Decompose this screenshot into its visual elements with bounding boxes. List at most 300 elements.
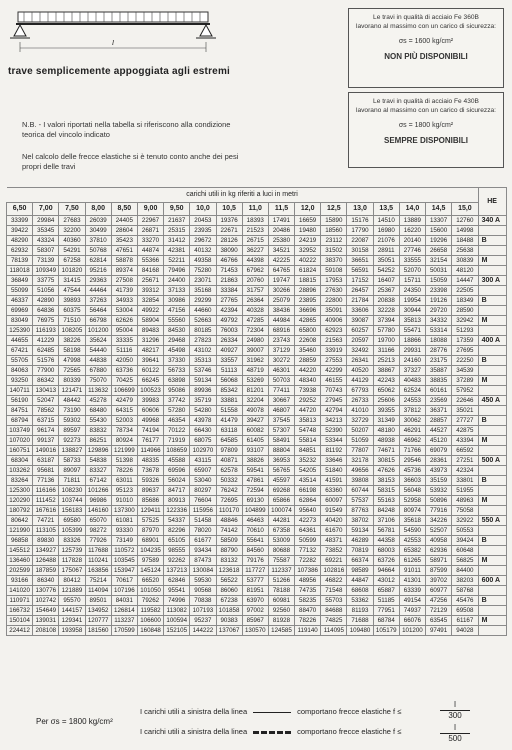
load-cell: 60606 (137, 406, 163, 416)
load-cell: 62814 (85, 256, 111, 266)
load-cell: 34521 (268, 246, 294, 256)
load-cell: 80642 (7, 516, 33, 526)
load-cell: 80297 (190, 486, 216, 496)
load-cell: 68304 (7, 456, 33, 466)
load-cell: 67142 (85, 476, 111, 486)
load-cell: 70610 (242, 526, 268, 536)
load-cell: 63726 (373, 556, 399, 566)
load-cell: 37106 (373, 516, 399, 526)
span-header-cell: 11,0 (242, 203, 268, 216)
load-cell: 44398 (242, 256, 268, 266)
load-cell: 95681 (33, 466, 59, 476)
load-cell: 44874 (137, 246, 163, 256)
load-cell: 45498 (164, 346, 190, 356)
load-cell: 62923 (321, 326, 347, 336)
load-cell: 68003 (373, 546, 399, 556)
he-profile-cell (478, 606, 506, 616)
load-cell: 30815 (373, 456, 399, 466)
he-profile-cell (478, 466, 506, 476)
info-sigma: σs = 1800 kg/cm² (398, 122, 454, 129)
load-cell: 39312 (137, 286, 163, 296)
legend-fraction-500 (440, 723, 470, 743)
he-profile-cell (478, 546, 506, 556)
load-cell: 15059 (426, 276, 452, 286)
he-profile-cell (478, 446, 506, 456)
load-cell: 95004 (111, 326, 137, 336)
load-cell: 19700 (373, 336, 399, 346)
load-cell: 106600 (137, 616, 163, 626)
load-cell: 70425 (111, 376, 137, 386)
load-cell: 47651 (111, 246, 137, 256)
load-cell: 62864 (295, 496, 321, 506)
load-cell: 89374 (111, 266, 137, 276)
load-cell: 55705 (7, 356, 33, 366)
load-cell: 81928 (268, 616, 294, 626)
load-cell: 74735 (295, 586, 321, 596)
span-header-cell: 13,5 (373, 203, 399, 216)
load-cell: 56522 (216, 576, 242, 586)
table-row (7, 406, 507, 416)
load-cell: 18349 (452, 296, 478, 306)
load-cell: 80339 (59, 376, 85, 386)
load-cell: 37133 (164, 286, 190, 296)
load-cell: 32952 (295, 246, 321, 256)
load-cell: 79496 (164, 266, 190, 276)
load-cell: 53362 (347, 596, 373, 606)
load-cell: 37263 (85, 296, 111, 306)
load-cell: 33557 (216, 356, 242, 366)
span-header-cell: 8,50 (111, 203, 137, 216)
he-profile-cell: M (478, 436, 506, 446)
table-row (7, 536, 507, 546)
load-cell: 81193 (347, 606, 373, 616)
load-cell: 83327 (85, 466, 111, 476)
load-cell: 49358 (190, 256, 216, 266)
load-cell: 31502 (321, 246, 347, 256)
load-cell: 25380 (268, 236, 294, 246)
load-cell: 37810 (85, 236, 111, 246)
he-profile-cell (478, 406, 506, 416)
load-cell: 88470 (295, 606, 321, 616)
load-cell: 76003 (216, 326, 242, 336)
load-cell: 80185 (190, 326, 216, 336)
support-left-icon (10, 25, 30, 38)
load-cell: 58768 (452, 586, 478, 596)
load-cell: 60122 (137, 366, 163, 376)
load-cell: 98272 (85, 526, 111, 536)
load-cell: 23569 (426, 396, 452, 406)
load-cell: 64765 (268, 266, 294, 276)
load-cell: 76242 (216, 486, 242, 496)
load-cell: 105179 (373, 626, 399, 636)
load-cell: 54838 (85, 456, 111, 466)
load-cell: 97002 (242, 606, 268, 616)
load-cell: 21863 (216, 276, 242, 286)
load-cell: 83049 (7, 316, 33, 326)
load-cell: 53009 (268, 536, 294, 546)
load-cell: 62524 (399, 386, 425, 396)
table-row (7, 266, 507, 276)
load-cell: 89936 (190, 386, 216, 396)
he-profile-cell (478, 286, 506, 296)
load-cell: 60744 (347, 486, 373, 496)
load-cell: 76604 (190, 496, 216, 506)
beam-title: trave semplicemente appoggiata agli estremi (8, 66, 231, 77)
load-cell: 86342 (33, 376, 59, 386)
table-row (7, 576, 507, 586)
fraction-denominator: 500 (448, 734, 462, 743)
span-header-cell: 14,5 (426, 203, 452, 216)
load-cell: 35051 (373, 256, 399, 266)
load-cell: 93330 (111, 526, 137, 536)
load-cell: 129896 (85, 446, 111, 456)
he-profile-cell: B (478, 236, 506, 246)
load-cell: 63187 (33, 456, 59, 466)
load-cell: 26039 (85, 216, 111, 226)
load-cell: 43514 (295, 476, 321, 486)
load-cell: 51293 (452, 326, 478, 336)
support-right-icon (196, 25, 216, 38)
legend-line1-prefix: I carichi utili a sinistra della linea (140, 707, 248, 716)
load-cell: 56068 (216, 376, 242, 386)
load-cell: 30667 (268, 396, 294, 406)
load-cell: 23071 (190, 276, 216, 286)
load-cell: 86340 (33, 576, 59, 586)
table-row (7, 386, 507, 396)
table-row (7, 326, 507, 336)
load-cell: 65105 (164, 536, 190, 546)
load-cell: 21076 (373, 236, 399, 246)
distributed-load-icon (18, 12, 208, 22)
load-cell: 121471 (59, 386, 85, 396)
load-cell: 63970 (242, 596, 268, 606)
load-cell: 163856 (85, 566, 111, 576)
he-profile-cell: 550 A (478, 516, 506, 526)
load-cell: 67880 (85, 366, 111, 376)
fraction-numerator: l (454, 700, 456, 709)
load-cell: 35813 (295, 416, 321, 426)
load-cell: 24553 (399, 396, 425, 406)
he-profile-cell: 500 A (478, 456, 506, 466)
load-cell: 62485 (33, 346, 59, 356)
load-cell: 55814 (295, 436, 321, 446)
load-cell: 42865 (295, 316, 321, 326)
load-cell: 50768 (85, 246, 111, 256)
load-cell: 39007 (242, 346, 268, 356)
load-cell: 35313 (190, 356, 216, 366)
load-cell: 116193 (33, 326, 59, 336)
he-profile-cell: 400 A (478, 336, 506, 346)
load-cell: 93107 (242, 446, 268, 456)
load-cell: 103749 (7, 426, 33, 436)
load-cell: 58491 (268, 436, 294, 446)
load-cell: 29363 (85, 276, 111, 286)
load-cell: 35021 (452, 406, 478, 416)
load-cell: 130570 (242, 626, 268, 636)
load-cell: 37742 (164, 396, 190, 406)
load-cell: 144222 (190, 626, 216, 636)
load-cell: 48963 (452, 496, 478, 506)
load-cell: 17953 (321, 276, 347, 286)
load-cell: 24405 (111, 216, 137, 226)
load-cell: 51398 (111, 456, 137, 466)
load-cell: 30944 (399, 306, 425, 316)
load-table-body (7, 216, 507, 636)
load-cell: 187859 (33, 566, 59, 576)
load-cell: 70819 (347, 546, 373, 556)
load-cell: 74142 (216, 526, 242, 536)
load-cell: 67962 (242, 266, 268, 276)
load-cell: 114095 (321, 626, 347, 636)
load-cell: 27746 (399, 246, 425, 256)
load-cell: 42050 (111, 356, 137, 366)
load-cell: 13307 (426, 216, 452, 226)
load-cell: 41591 (321, 476, 347, 486)
load-cell: 62932 (7, 246, 33, 256)
load-cell: 15176 (347, 216, 373, 226)
load-cell: 58904 (137, 316, 163, 326)
load-cell: 32178 (347, 456, 373, 466)
load-cell: 43102 (190, 346, 216, 356)
load-cell: 51059 (347, 436, 373, 446)
table-row (7, 596, 507, 606)
table-row (7, 296, 507, 306)
table-row (7, 556, 507, 566)
load-cell: 91011 (399, 566, 425, 576)
load-cell: 16407 (373, 276, 399, 286)
he-profile-cell (478, 366, 506, 376)
load-cell: 48290 (7, 236, 33, 246)
load-cell: 59134 (190, 376, 216, 386)
load-cell: 89830 (33, 536, 59, 546)
info-status: NON PIÙ DISPONIBILI (384, 52, 468, 61)
load-cell: 16980 (373, 226, 399, 236)
legend-sigma: Per σs = 1800 kg/cm² (36, 717, 113, 726)
load-cell: 93250 (7, 376, 33, 386)
load-cell: 61405 (242, 436, 268, 446)
load-cell: 53314 (426, 326, 452, 336)
load-cell: 68480 (85, 406, 111, 416)
table-row (7, 426, 507, 436)
load-cell: 83132 (216, 556, 242, 566)
load-cell: 156183 (59, 506, 85, 516)
load-cell: 35091 (321, 306, 347, 316)
load-cell: 45278 (85, 396, 111, 406)
load-cell: 80974 (399, 506, 425, 516)
load-cell: 27823 (190, 336, 216, 346)
load-cell: 28126 (216, 236, 242, 246)
load-cell: 109480 (347, 626, 373, 636)
table-row (7, 216, 507, 226)
load-cell: 32729 (347, 416, 373, 426)
load-cell: 95086 (164, 386, 190, 396)
load-cell: 69969 (7, 306, 33, 316)
load-cell: 69268 (268, 486, 294, 496)
load-cell: 39702 (426, 576, 452, 586)
load-cell: 56733 (164, 366, 190, 376)
load-cell: 51116 (111, 346, 137, 356)
table-row (7, 516, 507, 526)
load-cell: 81951 (242, 586, 268, 596)
load-cell: 64361 (295, 526, 321, 536)
load-cell: 72565 (59, 366, 85, 376)
load-cell: 30266 (268, 286, 294, 296)
load-cell: 83326 (59, 536, 85, 546)
load-cell: 100594 (164, 616, 190, 626)
load-cell: 118018 (7, 266, 33, 276)
load-cell: 20838 (373, 296, 399, 306)
load-cell: 42875 (452, 426, 478, 436)
load-cell: 42273 (295, 516, 321, 526)
load-cell: 40958 (426, 536, 452, 546)
load-cell: 77916 (426, 506, 452, 516)
load-cell: 50553 (452, 526, 478, 536)
load-cell: 91010 (111, 496, 137, 506)
load-cell: 64585 (216, 436, 242, 446)
load-cell: 33384 (216, 286, 242, 296)
load-cell: 95216 (85, 266, 111, 276)
load-cell: 134927 (33, 546, 59, 556)
load-cell: 33881 (216, 396, 242, 406)
table-row (7, 416, 507, 426)
load-cell: 95541 (164, 586, 190, 596)
load-cell: 41301 (399, 576, 425, 586)
load-cell: 48335 (137, 456, 163, 466)
load-cell: 22505 (452, 286, 478, 296)
he-profile-cell: M (478, 256, 506, 266)
he-profile-cell (478, 306, 506, 316)
load-cell: 23935 (190, 226, 216, 236)
load-cell: 51185 (373, 596, 399, 606)
load-cell: 117727 (242, 566, 268, 576)
load-cell: 72129 (426, 606, 452, 616)
load-cell: 23175 (426, 356, 452, 366)
he-profile-cell: M (478, 376, 506, 386)
load-cell: 49792 (216, 316, 242, 326)
load-cell: 37129 (268, 346, 294, 356)
load-cell: 45120 (426, 436, 452, 446)
load-cell: 61677 (190, 536, 216, 546)
he-header: HE (478, 188, 506, 216)
load-cell: 40906 (321, 316, 347, 326)
beam-diagram (8, 8, 228, 70)
load-cell: 84400 (452, 566, 478, 576)
load-cell: 53932 (426, 486, 452, 496)
load-cell: 55099 (7, 286, 33, 296)
load-cell: 58198 (59, 346, 85, 356)
he-profile-cell (478, 426, 506, 436)
span-header-cell: 13,0 (347, 203, 373, 216)
load-cell: 97491 (426, 626, 452, 636)
load-cell: 90568 (190, 586, 216, 596)
he-profile-cell: B (478, 416, 506, 426)
table-row (7, 496, 507, 506)
load-cell: 20486 (268, 226, 294, 236)
load-cell: 54205 (295, 466, 321, 476)
load-cell: 36651 (347, 256, 373, 266)
load-cell: 101200 (85, 326, 111, 336)
load-cell: 19126 (426, 296, 452, 306)
load-cell: 90383 (216, 616, 242, 626)
load-cell: 78226 (295, 616, 321, 626)
load-cell: 78226 (111, 466, 137, 476)
load-cell: 69596 (164, 466, 190, 476)
load-cell: 79262 (137, 596, 163, 606)
load-cell: 50207 (347, 426, 373, 436)
load-cell: 26341 (347, 356, 373, 366)
load-cell: 18815 (295, 276, 321, 286)
load-cell: 107196 (111, 586, 137, 596)
load-cell: 42225 (268, 256, 294, 266)
load-cell: 81201 (242, 386, 268, 396)
load-cell: 32854 (137, 296, 163, 306)
load-cell: 80412 (59, 576, 85, 586)
load-cell: 34933 (111, 296, 137, 306)
load-cell: 72695 (216, 496, 242, 506)
table-row (7, 376, 507, 386)
he-profile-cell (478, 626, 506, 636)
table-row (7, 446, 507, 456)
load-cell: 71688 (347, 616, 373, 626)
load-cell: 57952 (452, 386, 478, 396)
he-profile-cell (478, 586, 506, 596)
load-cell: 107386 (295, 566, 321, 576)
load-cell: 116166 (33, 486, 59, 496)
load-cell: 29252 (295, 396, 321, 406)
load-cell: 38826 (242, 456, 268, 466)
load-cell: 45736 (399, 466, 425, 476)
load-cell: 45476 (452, 596, 478, 606)
span-header-cell: 15,0 (452, 203, 478, 216)
load-cell: 24160 (399, 356, 425, 366)
he-profile-cell: B (478, 536, 506, 546)
load-cell: 125300 (7, 486, 33, 496)
load-cell: 15890 (321, 216, 347, 226)
load-cell: 60097 (321, 496, 347, 506)
load-cell: 64836 (33, 306, 59, 316)
load-cell: 33335 (111, 336, 137, 346)
load-cell: 119140 (295, 626, 321, 636)
load-cell: 58971 (426, 556, 452, 566)
load-cell: 49154 (399, 596, 425, 606)
load-cell: 149016 (33, 446, 59, 456)
load-cell: 46155 (321, 376, 347, 386)
load-cell: 167616 (33, 506, 59, 516)
load-cell: 87599 (426, 566, 452, 576)
table-row (7, 566, 507, 576)
load-cell: 98555 (164, 546, 190, 556)
load-cell: 96174 (33, 426, 59, 436)
load-cell: 36603 (399, 476, 425, 486)
load-cell: 94664 (373, 566, 399, 576)
load-cell: 12760 (452, 216, 478, 226)
table-row (7, 356, 507, 366)
load-cell: 35159 (426, 476, 452, 486)
load-cell: 48120 (452, 266, 478, 276)
load-cell: 56024 (164, 476, 190, 486)
load-cell: 62936 (426, 546, 452, 556)
load-cell: 88790 (216, 546, 242, 556)
load-cell: 67258 (59, 256, 85, 266)
he-profile-cell: M (478, 616, 506, 626)
load-cell: 68608 (347, 586, 373, 596)
load-cell: 29468 (164, 336, 190, 346)
load-cell: 67793 (347, 386, 373, 396)
load-cell: 129411 (137, 506, 163, 516)
load-cell: 45588 (164, 456, 190, 466)
load-cell: 103545 (111, 556, 137, 566)
load-cell: 59541 (242, 466, 268, 476)
